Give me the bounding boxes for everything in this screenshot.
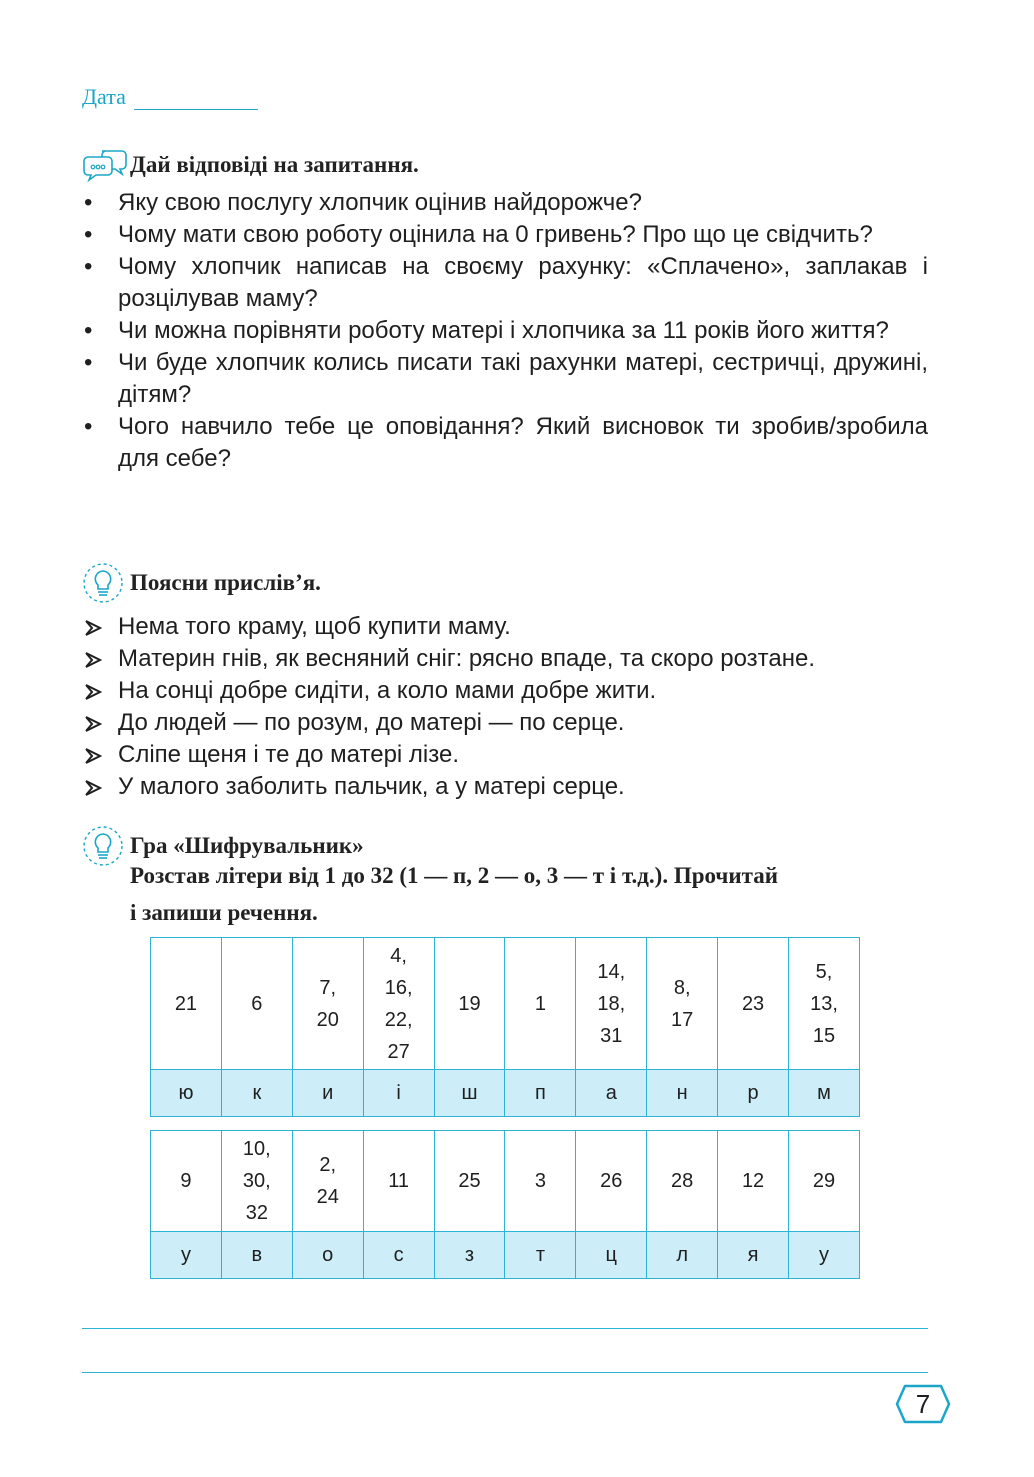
number-cell [718,1131,789,1232]
number-value: 28 [671,1170,694,1192]
number-value: 11 [388,1170,409,1192]
cipher-table-1 [150,937,860,1117]
number-cell [434,938,505,1070]
instruction-line: Розстав літери від 1 до 32 (1 — п, 2 — о, 3 — т і т.д.). Прочитай [130,863,778,888]
arrowhead-bullet-icon [82,643,106,675]
letter-cell: с [363,1232,434,1279]
cipher-instruction [130,857,930,931]
list-item: • Чи можна порівняти роботу матері і хлопчика за 11 років його життя? [82,315,928,347]
letter-cell: к [221,1070,292,1117]
number-value: 26 [600,1170,623,1192]
number-value: 19 [458,992,481,1015]
list-item [82,643,928,675]
cipher-table-2 [150,1130,860,1279]
section-questions-heading [82,145,419,185]
number-cell [789,1131,860,1232]
list-item [82,707,928,739]
number-value: 21 [174,992,198,1015]
number-value: 2, [319,1154,337,1176]
number-value: 31 [600,1024,623,1047]
proverb-text: На сонці добре сидіти, а коло мами добре жити. [118,677,657,704]
number-value: 14, [597,960,626,983]
number-value: 4, [390,944,407,967]
page-number: 7 [915,1389,931,1419]
number-value: 1 [534,992,546,1015]
proverbs-list [82,611,928,803]
arrowhead-bullet-icon [82,739,106,771]
number-cell [789,938,860,1070]
number-value: 29 [812,1170,836,1192]
number-cell [505,1131,576,1232]
letter-cell: ш [434,1070,505,1117]
section-proverbs-title: Поясни прислів’я. [130,570,321,595]
number-value: 7, [319,976,337,999]
letter-cell: у [789,1232,860,1279]
letter-cell: м [789,1070,860,1117]
letter-cell: і [363,1070,434,1117]
page-number-badge [895,1384,951,1424]
number-value: 17 [671,1008,694,1031]
number-cell [221,1131,292,1232]
number-cell [647,938,718,1070]
date-input-line[interactable] [134,87,258,110]
list-item: • Чому мати свою роботу оцінила на 0 гривень? Про що це свідчить? [82,219,928,251]
list-item: • Чи буде хлопчик колись писати такі рахунки матері, сестричці, дружині, дітям? [82,347,928,411]
letter-cell: р [718,1070,789,1117]
number-value: 22, [384,1008,413,1031]
number-cell [292,1131,363,1232]
arrowhead-bullet-icon [82,771,106,803]
section-cipher-title: Гра «Шифрувальник» [130,833,364,858]
number-value: 9 [180,1170,192,1192]
number-value: 32 [245,1202,268,1224]
letters-row [151,1070,860,1117]
proverb-text: Сліпе щеня і те до матері лізе. [118,741,460,768]
list-item: • Яку свою послугу хлопчик оцінив найдорожче? [82,187,928,219]
letter-cell: н [647,1070,718,1117]
list-item [82,611,928,643]
number-value: 30, [242,1170,271,1192]
letter-cell: а [576,1070,647,1117]
number-value: 15 [812,1024,836,1047]
number-cell [363,938,434,1070]
number-value: 27 [387,1040,410,1063]
number-value: 18, [597,992,626,1015]
list-item: • Чому хлопчик написав на своєму рахунку: «Сплачено», заплакав і розцілував маму? [82,251,928,315]
number-cell [505,938,576,1070]
answer-line[interactable] [82,1372,928,1373]
answer-line[interactable] [82,1328,928,1329]
number-cell [718,938,789,1070]
number-value: 25 [458,1170,481,1192]
letter-cell: и [292,1070,363,1117]
number-value: 6 [251,992,263,1015]
section-proverbs-heading [82,563,321,603]
lightbulb-icon [82,563,130,603]
letter-cell: з [434,1232,505,1279]
number-value: 20 [316,1008,339,1031]
number-cell [221,938,292,1070]
number-cell [576,1131,647,1232]
number-value: 24 [316,1186,339,1208]
questions-list [82,187,928,475]
arrowhead-bullet-icon [82,675,106,707]
date-label: Дата [82,84,126,109]
number-value: 10, [242,1138,271,1160]
proverb-text: У малого заболить пальчик, а у матері серце. [118,773,625,800]
list-item [82,675,928,707]
number-value: 12 [741,1170,765,1192]
date-field [82,84,258,110]
letter-cell: ц [576,1232,647,1279]
letter-cell: я [718,1232,789,1279]
number-value: 5, [815,960,833,983]
number-value: 3 [534,1170,546,1192]
number-value: 16, [384,976,413,999]
chat-bubbles-icon [82,145,130,185]
number-value: 8, [673,976,691,999]
section-questions-title: Дай відповіді на запитання. [130,152,419,177]
letter-cell: о [292,1232,363,1279]
instruction-line: і запиши речення. [130,900,318,925]
number-cell [434,1131,505,1232]
number-cell [151,1131,222,1232]
proverb-text: До людей — по розум, до матері — по серце. [118,709,625,736]
proverb-text: Материн гнів, як весняний сніг: рясно впаде, та скоро розтане. [118,645,816,672]
numbers-row [151,1131,860,1232]
letter-cell: в [221,1232,292,1279]
letter-cell: п [505,1070,576,1117]
list-item: • Чого навчило тебе це оповідання? Який висновок ти зробив/зробила для себе? [82,411,928,475]
letter-cell: ю [151,1070,222,1117]
arrowhead-bullet-icon [82,611,106,643]
letter-cell: т [505,1232,576,1279]
arrowhead-bullet-icon [82,707,106,739]
proverb-text: Нема того краму, щоб купити маму. [118,613,511,640]
number-value: 23 [741,992,765,1015]
list-item [82,771,928,803]
letters-row [151,1232,860,1279]
numbers-row [151,938,860,1070]
letter-cell: л [647,1232,718,1279]
number-cell [151,938,222,1070]
letter-cell: у [151,1232,222,1279]
number-value: 13, [810,992,838,1015]
list-item [82,739,928,771]
number-cell [647,1131,718,1232]
lightbulb-icon [82,826,130,866]
number-cell [292,938,363,1070]
number-cell [576,938,647,1070]
number-cell [363,1131,434,1232]
